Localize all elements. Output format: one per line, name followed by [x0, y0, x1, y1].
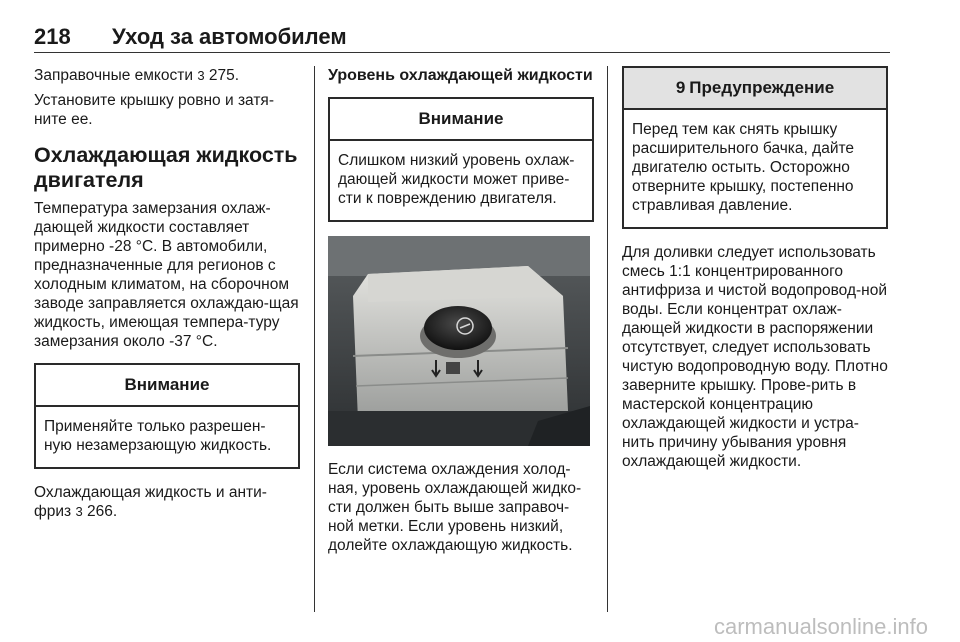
caution-box [34, 363, 300, 469]
page-header [34, 24, 890, 53]
coolant-freezing-text: Температура замерзания охлаж-дающей жидкости составляет примерно -28 °C. В автомобили, предназначенные для регионов с холодным климатом, на сборочном заводе заправляется охлаждаю-щая жидкость, имеющая темпера-туру замерзания около -37 °C. [34, 200, 299, 350]
page-number: 218 [34, 24, 71, 49]
coolant-reservoir-photo [328, 236, 590, 446]
section-heading-coolant: Охлаждающая жидкость двигателя [34, 143, 298, 192]
cap-instruction: Установите крышку ровно и затя-ните ее. [34, 92, 274, 128]
warning-title: Предупреждение [689, 78, 835, 97]
column-divider [607, 66, 608, 612]
warning-triangle-icon: 9 [675, 78, 686, 97]
top-up-instructions: Для доливки следует использовать смесь 1:1 концентрированного антифриза и чистой водопровод-ной воды. Если концентрат охлаж-дающей жидкости в распоряжении отсутствует, следует использовать чистую водопроводную воду. Плотно заверните крышку. Прове-рить в мастерской концентрацию охлаждающей жидкости и устра-нить причину убывания уровня охлаждающей жидкости. [622, 244, 888, 470]
column-right [622, 66, 888, 471]
warning-header [624, 68, 886, 110]
reservoir-illustration [328, 236, 590, 446]
fill-capacity-reference: Заправочные емкости 3 275. [34, 67, 240, 84]
caution-text: Применяйте только разрешен-ную незамерзающую жидкость. [44, 418, 272, 454]
section-heading-level: Уровень охлаждающей жидкости [328, 67, 593, 84]
caution-box [328, 97, 594, 222]
watermark: carmanualsonline.info [713, 614, 928, 639]
caution-text: Слишком низкий уровень охлаж-дающей жидкости может приве-сти к повреждению двигателя. [338, 152, 575, 207]
warning-box [622, 66, 888, 229]
antifreeze-reference: Охлаждающая жидкость и анти-фриз 3 266. [34, 484, 267, 520]
page-ref-icon: 3 [197, 68, 205, 83]
caution-title: Внимание [36, 365, 298, 407]
column-divider [314, 66, 315, 612]
warning-text: Перед тем как снять крышку расширительного бачка, дайте двигателю остыть. Осторожно отверните крышку, постепенно стравливая давление. [632, 121, 855, 214]
column-left [34, 66, 300, 521]
page-ref-icon: 3 [75, 504, 83, 519]
column-middle [328, 66, 594, 555]
level-check-text: Если система охлаждения холод-ная, уровень охлаждающей жидко-сти должен быть выше заправоч-ной метки. Если уровень низкий, долейте охлаждающую жидкость. [328, 461, 582, 554]
chapter-title: Уход за автомобилем [112, 24, 347, 49]
caution-title: Внимание [330, 99, 592, 141]
